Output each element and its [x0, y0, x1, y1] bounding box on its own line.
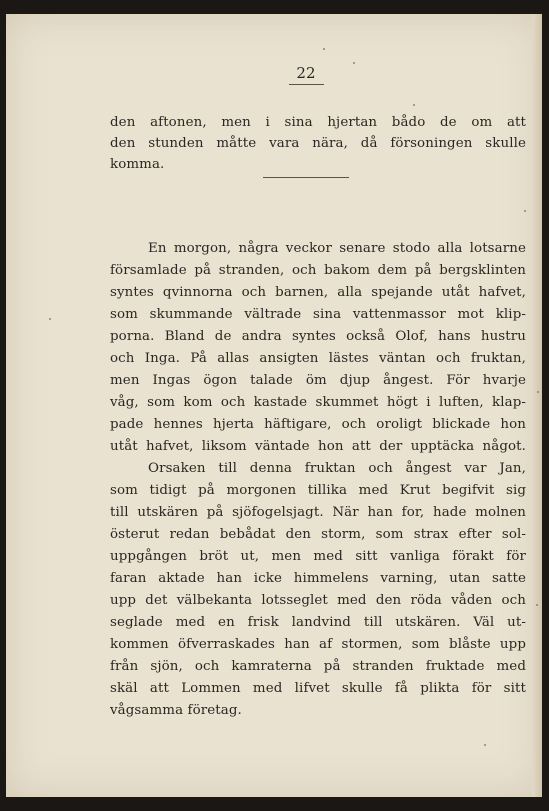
- text-line: till utskären på sjöfogelsjagt. När han for, hade molnen: [110, 505, 526, 520]
- paper-speck: [413, 104, 415, 106]
- text-line: En morgon, några veckor senare stodo alla lotsarne: [148, 241, 526, 256]
- text-line: men Ingas ögon talade öm djup ångest. För hvarje: [110, 373, 526, 388]
- text-line: syntes qvinnorna och barnen, alla spejande utåt hafvet,: [110, 285, 526, 300]
- paper-speck: [49, 318, 51, 320]
- text-line: upp det välbekanta lotsseglet med den röda våden och: [110, 593, 526, 608]
- page-number: 22: [296, 64, 316, 82]
- paper-speck: [536, 604, 538, 606]
- text-line: komma.: [110, 157, 165, 172]
- text-line: och Inga. På allas ansigten lästes väntan och fruktan,: [110, 351, 526, 366]
- text-line: som tidigt på morgonen tillika med Krut begifvit sig: [110, 483, 526, 498]
- paper-speck: [484, 744, 486, 746]
- text-line: vågsamma företag.: [110, 703, 242, 718]
- text-line: församlade på stranden, och bakom dem på bergsklinten: [110, 263, 526, 278]
- section-divider: [263, 177, 349, 178]
- text-line: österut redan bebådat den storm, som strax efter sol-: [110, 527, 526, 542]
- text-line: den aftonen, men i sina hjertan bådo de om att: [110, 115, 526, 130]
- paper-speck: [323, 48, 325, 50]
- paper-speck: [537, 391, 539, 393]
- text-line: från sjön, och kamraterna på stranden fruktade med: [110, 659, 526, 674]
- paper-speck: [524, 210, 526, 212]
- text-line: seglade med en frisk landvind till utskären. Väl ut-: [110, 615, 526, 630]
- text-line: våg, som kom och kastade skummet högt i luften, klap-: [110, 395, 526, 410]
- text-line: kommen öfverraskades han af stormen, som blåste upp: [110, 637, 526, 652]
- text-line: faran aktade han icke himmelens varning, utan satte: [110, 571, 526, 586]
- paper-speck: [353, 62, 355, 64]
- text-line: som skummande vältrade sina vattenmassor mot klip-: [110, 307, 526, 322]
- text-line: skäl att Lommen med lifvet skulle få plikta för sitt: [110, 681, 526, 696]
- text-line: Orsaken till denna fruktan och ångest var Jan,: [148, 461, 526, 476]
- text-line: porna. Bland de andra syntes också Olof, hans hustru: [110, 329, 526, 344]
- text-line: pade hennes hjerta häftigare, och oroligt blickade hon: [110, 417, 526, 432]
- text-line: den stunden måtte vara nära, då försoningen skulle: [110, 136, 526, 151]
- text-line: uppgången bröt ut, men med sitt vanliga förakt för: [110, 549, 526, 564]
- page-gutter: [532, 14, 542, 797]
- text-line: utåt hafvet, liksom väntade hon att der upptäcka något.: [110, 439, 526, 454]
- page-number-rule: [289, 84, 324, 85]
